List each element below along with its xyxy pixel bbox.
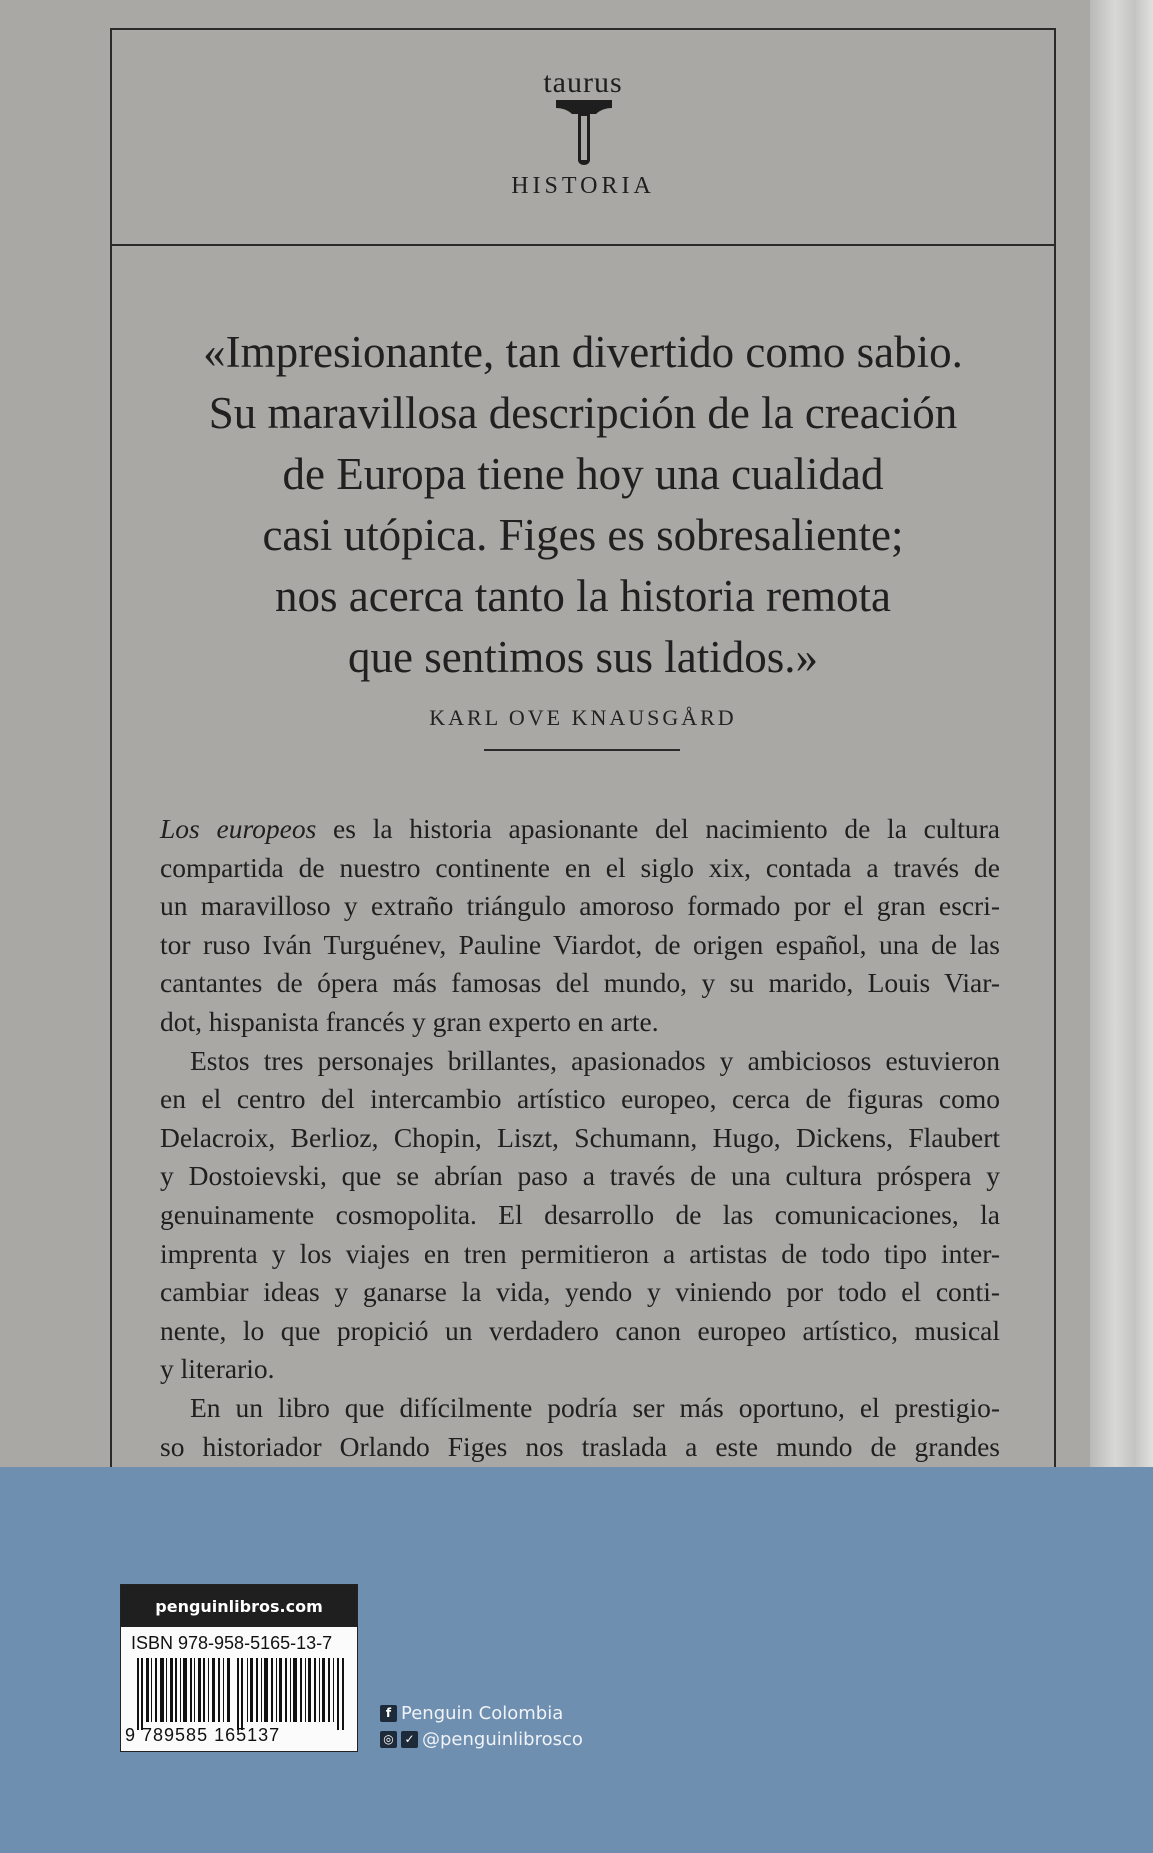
description-line: cantantes de ópera más famosas del mundo, y su marido, Louis Viar- <box>160 967 1000 999</box>
handle-row <box>380 1726 583 1752</box>
description-line: Estos tres personajes brillantes, apasionados y ambiciosos estuvieron <box>190 1044 1000 1076</box>
blurb-quote <box>112 322 1054 688</box>
collection-label: HISTORIA <box>511 173 655 199</box>
quote-line: Su maravillosa descripción de la creación <box>208 388 958 438</box>
facebook-row <box>380 1700 583 1726</box>
description-text: es la historia apasionante del nacimiento de la cultura <box>316 813 1000 844</box>
isbn: ISBN 978-958-5165-13-7 <box>131 1633 333 1653</box>
brand-name: taurus <box>543 66 623 99</box>
description-line: so historiador Orlando Figes nos traslada a este mundo de grandes <box>160 1430 1000 1462</box>
publisher-website: penguinlibros.com <box>121 1585 357 1627</box>
quote-line: que sentimos sus latidos.» <box>348 632 818 682</box>
quote-line: nos acerca tanto la historia remota <box>275 571 891 621</box>
description-line: y Dostoievski, que se abrían paso a través de una cultura próspera y <box>160 1160 1000 1192</box>
description-line: y literario. <box>160 1353 275 1385</box>
instagram-icon: ◎ <box>380 1731 397 1748</box>
barcode-label <box>120 1584 358 1752</box>
quote-author: KARL OVE KNAUSGÅRD <box>429 705 737 730</box>
barcode-icon <box>137 1658 347 1730</box>
description-line: nente, lo que propició un verdadero canon europeo artístico, musical <box>160 1314 1000 1346</box>
description-line: Delacroix, Berlioz, Chopin, Liszt, Schumann, Hugo, Dickens, Flaubert <box>160 1121 1000 1153</box>
quote-line: de Europa tiene hoy una cualidad <box>282 449 884 499</box>
description-line: compartida de nuestro continente en el siglo xix, contada a través de <box>160 851 1000 883</box>
social-links <box>380 1700 583 1752</box>
description-line: dot, hispanista francés y gran experto en arte. <box>160 1005 659 1037</box>
description-line: tor ruso Iván Turguénev, Pauline Viardot, de origen español, una de las <box>160 928 1000 960</box>
publisher-header <box>112 30 1054 246</box>
description-line: un maravilloso y extraño triángulo amoroso formado por el gran escri- <box>160 890 1000 922</box>
description-line: En un libro que difícilmente podría ser más oportuno, el prestigio- <box>190 1391 1000 1423</box>
book-description <box>160 810 1000 1505</box>
social-handle: @penguinlibrosco <box>422 1728 583 1750</box>
cover-frame <box>110 28 1056 1498</box>
barcode-digits: 9 789585 165137 <box>125 1725 281 1745</box>
book-title-italic: Los europeos <box>160 813 317 844</box>
taurus-logo-icon <box>556 100 612 166</box>
quote-line: casi utópica. Figes es sobresaliente; <box>262 510 904 560</box>
description-line: imprenta y los viajes en tren permitieron a artistas de todo tipo inter- <box>160 1237 1000 1269</box>
description-line <box>160 810 1000 849</box>
facebook-name: Penguin Colombia <box>401 1702 564 1724</box>
quote-line: «Impresionante, tan divertido como sabio. <box>203 327 963 377</box>
facebook-icon: f <box>380 1705 397 1722</box>
description-line: cambiar ideas y ganarse la vida, yendo y viniendo por todo el conti- <box>160 1276 1000 1308</box>
twitter-icon: ✓ <box>401 1731 418 1748</box>
description-line: en el centro del intercambio artístico europeo, cerca de figuras como <box>160 1083 1000 1115</box>
divider-rule <box>484 749 680 751</box>
description-line: genuinamente cosmopolita. El desarrollo de las comunicaciones, la <box>160 1198 1000 1230</box>
